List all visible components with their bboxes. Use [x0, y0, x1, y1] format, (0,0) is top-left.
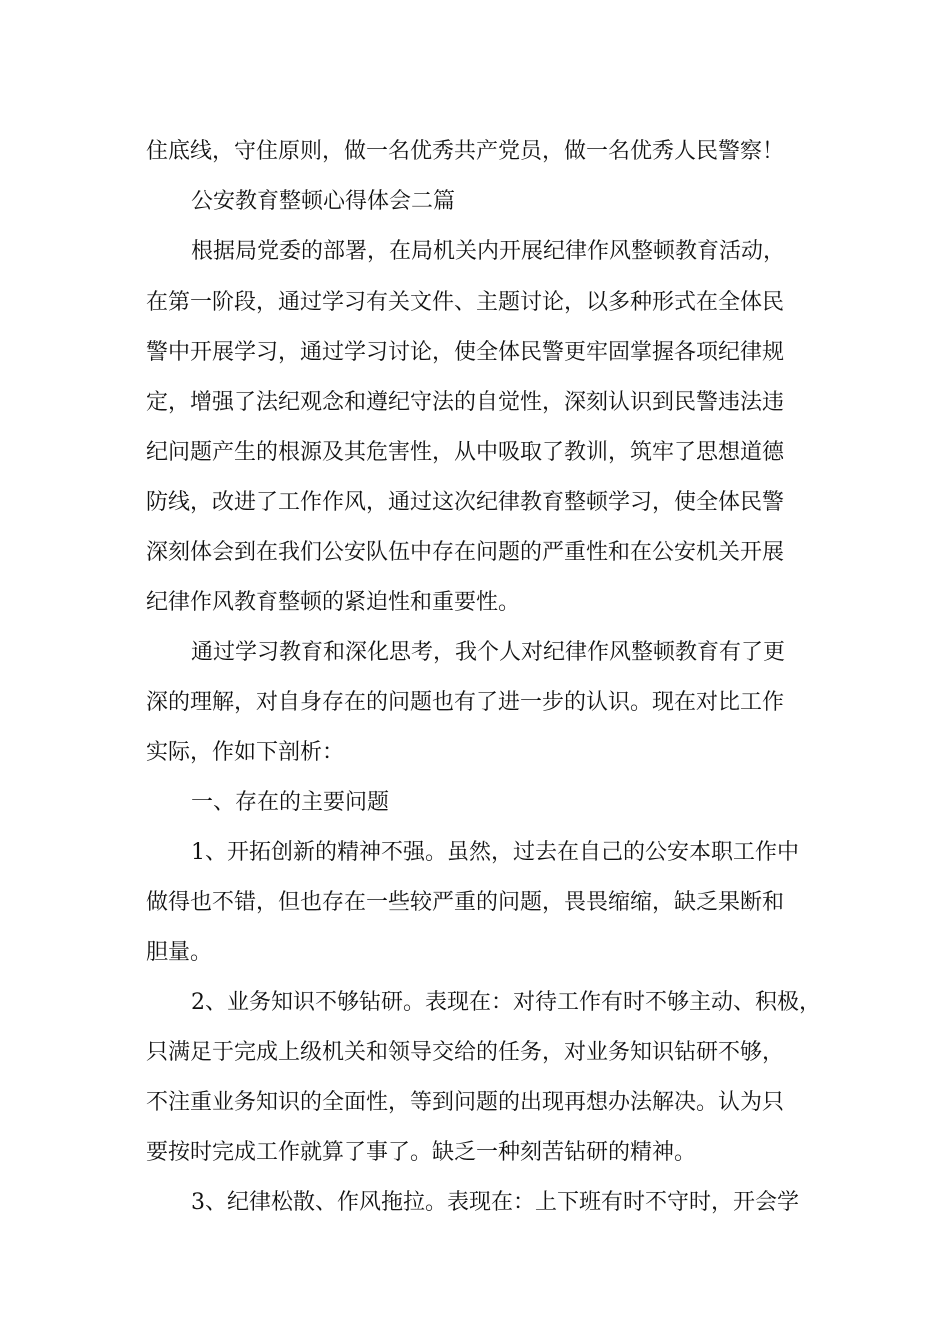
text-line: 防线，改进了工作作风，通过这次纪律教育整顿学习，使全体民警	[146, 490, 785, 515]
text-line: 住底线，守住原则，做一名优秀共产党员，做一名优秀人民警察！	[146, 139, 785, 164]
text-line: 在第一阶段，通过学习有关文件、主题讨论，以多种形式在全体民	[146, 290, 785, 315]
text-line: 定，增强了法纪观念和遵纪守法的自觉性，深刻认识到民警违法违	[146, 390, 785, 415]
text-line: 深的理解，对自身存在的问题也有了进一步的认识。现在对比工作	[146, 690, 785, 715]
text-line: 深刻体会到在我们公安队伍中存在问题的严重性和在公安机关开展	[146, 540, 785, 565]
text-line: 纪问题产生的根源及其危害性，从中吸取了教训，筑牢了思想道德	[146, 440, 785, 465]
text-line: 3、纪律松散、作风拖拉。表现在：上下班有时不守时，开会学	[191, 1190, 799, 1215]
text-line: 只满足于完成上级机关和领导交给的任务，对业务知识钻研不够，	[146, 1040, 785, 1065]
text-line: 做得也不错，但也存在一些较严重的问题，畏畏缩缩，缺乏果断和	[146, 890, 785, 915]
text-line: 通过学习教育和深化思考，我个人对纪律作风整顿教育有了更	[191, 640, 786, 665]
text-line: 纪律作风教育整顿的紧迫性和重要性。	[146, 590, 521, 615]
text-line: 要按时完成工作就算了事了。缺乏一种刻苦钻研的精神。	[146, 1140, 697, 1165]
text-line: 2、业务知识不够钻研。表现在：对待工作有时不够主动、积极，	[191, 990, 821, 1015]
text-line: 胆量。	[146, 940, 213, 965]
text-line: 根据局党委的部署，在局机关内开展纪律作风整顿教育活动，	[191, 239, 786, 264]
text-line: 实际，作如下剖析：	[146, 740, 345, 765]
text-line: 不注重业务知识的全面性，等到问题的出现再想办法解决。认为只	[146, 1090, 785, 1115]
section-title: 公安教育整顿心得体会二篇	[191, 189, 456, 214]
text-line: 警中开展学习，通过学习讨论，使全体民警更牢固掌握各项纪律规	[146, 340, 785, 365]
text-line: 1、开拓创新的精神不强。虽然，过去在自己的公安本职工作中	[191, 840, 799, 865]
section-heading: 一、存在的主要问题	[191, 790, 390, 815]
